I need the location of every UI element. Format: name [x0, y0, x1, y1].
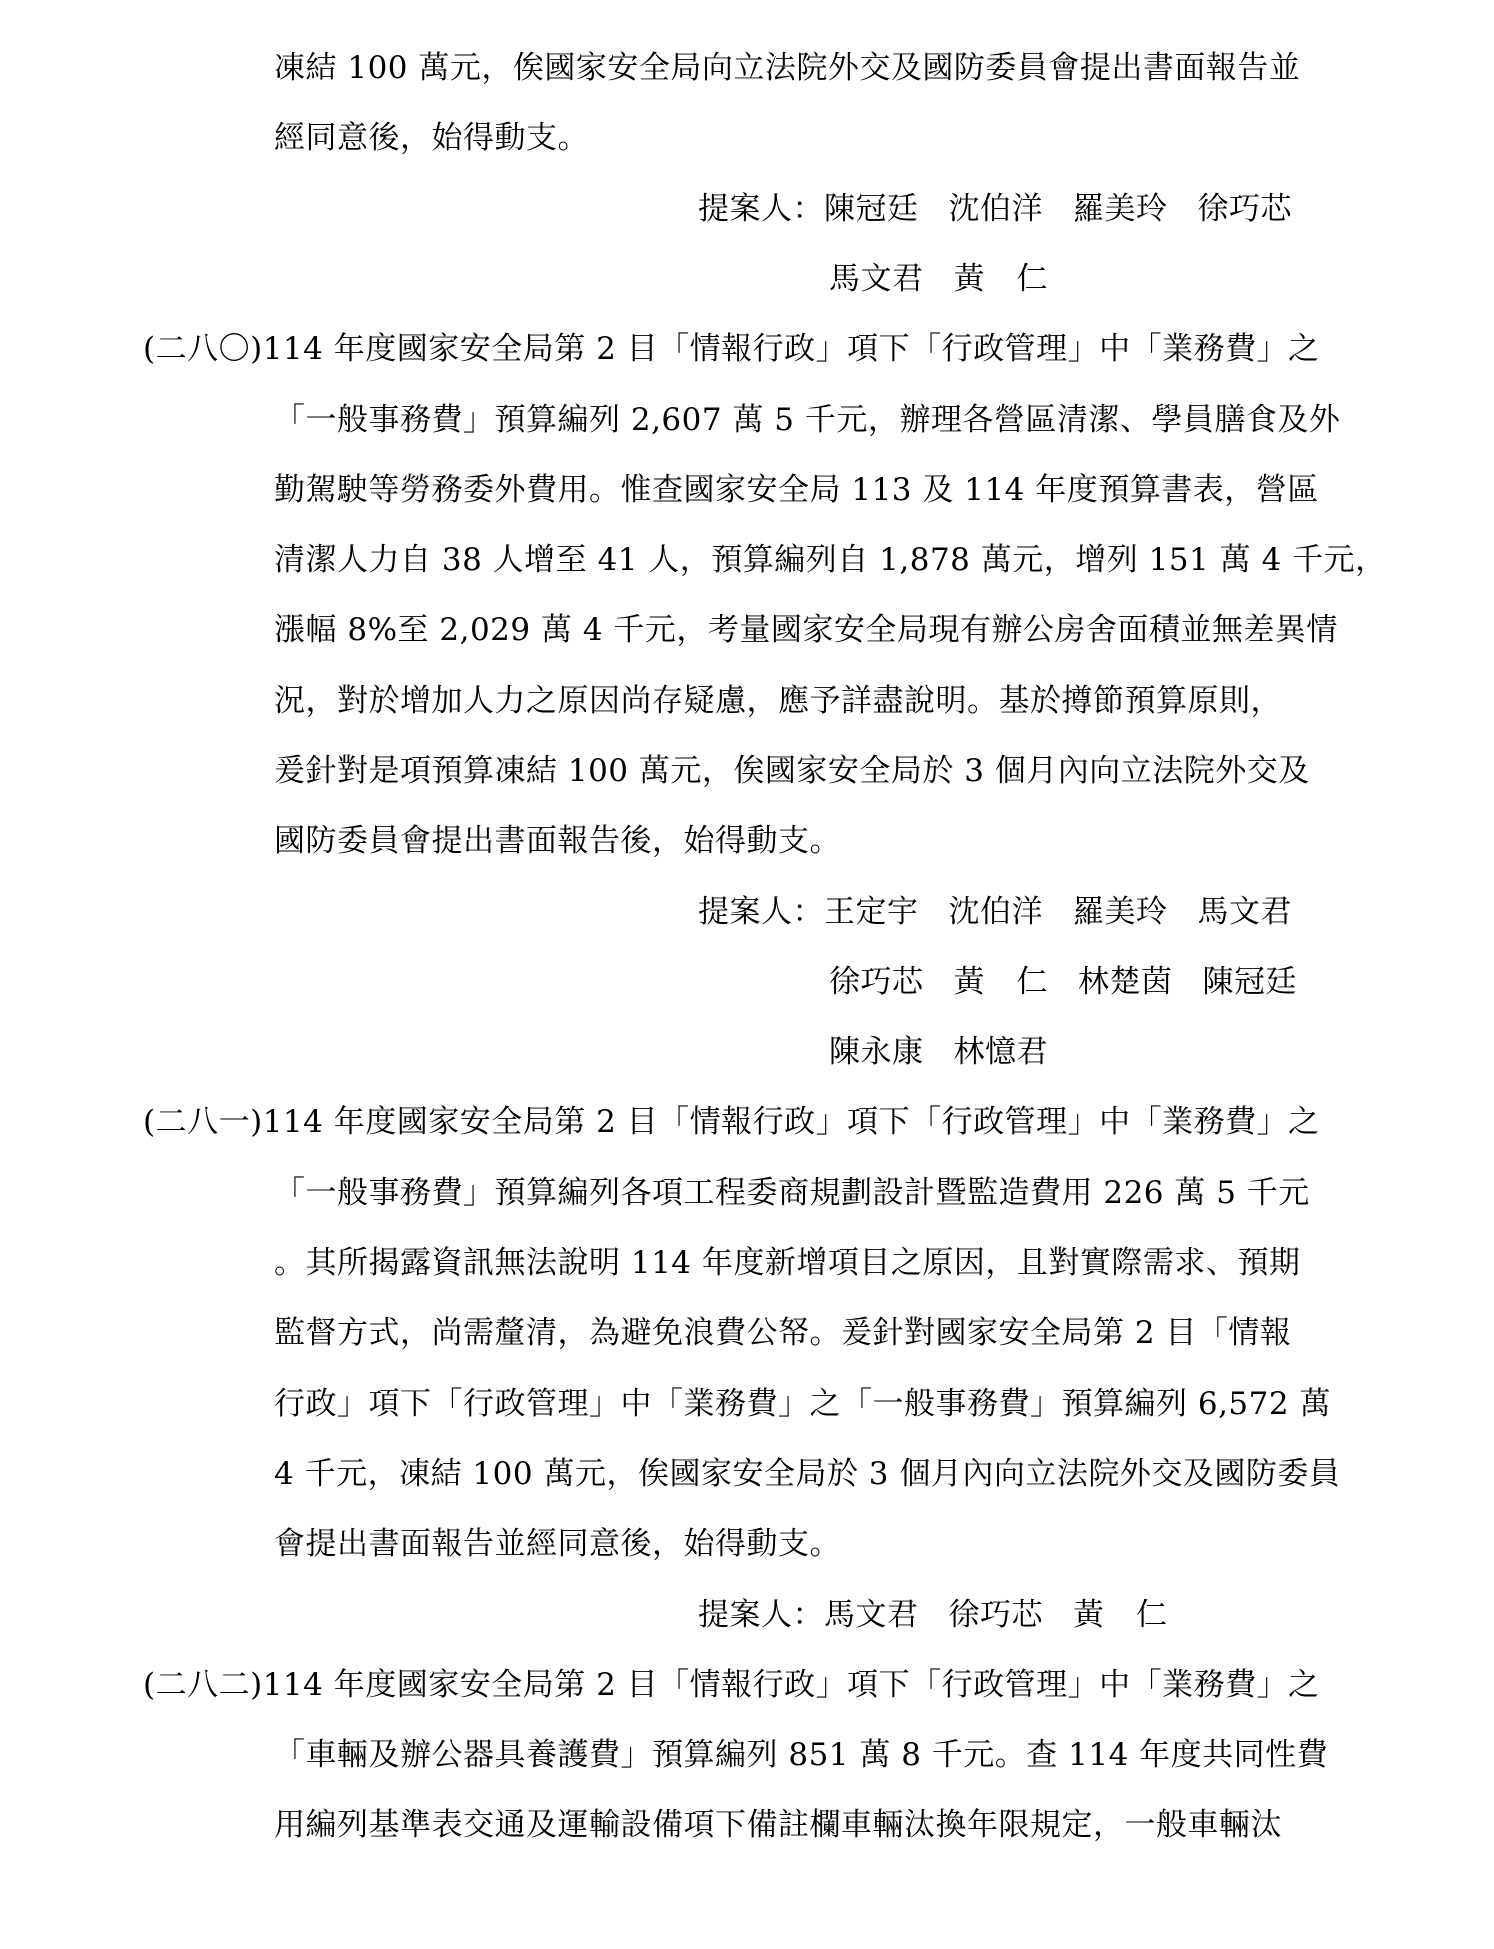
item-number: (二八〇)	[143, 331, 263, 367]
paragraph-line: 國防委員會提出書面報告後，始得動支。	[274, 823, 841, 859]
paragraph-line: 勤駕駛等勞務委外費用。惟查國家安全局 113 及 114 年度預算書表，營區	[274, 472, 1319, 508]
proposer-row	[829, 1032, 1048, 1072]
proposer-name: 林憶君	[953, 1034, 1048, 1070]
paragraph-line: 況，對於增加人力之原因尚存疑慮，應予詳盡說明。基於撙節預算原則，	[274, 683, 1282, 719]
proposer-label: 提案人：	[698, 894, 824, 930]
paragraph-line: 會提出書面報告並經同意後，始得動支。	[274, 1526, 841, 1562]
proposer-name: 陳永康	[829, 1034, 924, 1070]
proposer-row	[829, 962, 1297, 1002]
proposer-name: 羅美玲	[1073, 894, 1168, 930]
proposer-name: 馬文君	[824, 1597, 919, 1633]
proposer-name: 徐巧芯	[1197, 191, 1292, 227]
proposer-name: 沈伯洋	[948, 191, 1043, 227]
proposer-row	[698, 892, 1292, 932]
paragraph-line: 爰針對是項預算凍結 100 萬元，俟國家安全局於 3 個月內向立法院外交及	[274, 753, 1310, 789]
proposer-name: 林楚茵	[1078, 964, 1173, 1000]
proposer-name: 黃 仁	[953, 964, 1048, 1000]
paragraph-line: 行政」項下「行政管理」中「業務費」之「一般事務費」預算編列 6,572 萬	[274, 1386, 1331, 1422]
proposer-label: 提案人：	[698, 1597, 824, 1633]
proposer-name: 王定宇	[824, 894, 919, 930]
item-number: (二八二)	[143, 1667, 263, 1703]
paragraph-line: 經同意後，始得動支。	[274, 120, 589, 156]
item-number: (二八一)	[143, 1104, 263, 1140]
paragraph-line: 監督方式，尚需釐清，為避免浪費公帑。爰針對國家安全局第 2 目「情報	[274, 1315, 1292, 1351]
paragraph-line: 4 千元，凍結 100 萬元，俟國家安全局於 3 個月內向立法院外交及國防委員	[274, 1456, 1341, 1492]
proposer-name: 馬文君	[829, 261, 924, 297]
proposer-name: 羅美玲	[1073, 191, 1168, 227]
paragraph-line: 漲幅 8%至 2,029 萬 4 千元，考量國家安全局現有辦公房舍面積並無差異情	[274, 612, 1338, 648]
paragraph-line	[143, 1102, 1320, 1142]
proposer-row	[698, 189, 1292, 229]
paragraph-line: 凍結 100 萬元，俟國家安全局向立法院外交及國防委員會提出書面報告並	[274, 50, 1301, 86]
paragraph-line: 用編列基準表交通及運輸設備項下備註欄車輛汰換年限規定，一般車輛汰	[274, 1807, 1282, 1843]
paragraph-line: 「一般事務費」預算編列各項工程委商規劃設計暨監造費用 226 萬 5 千元	[274, 1175, 1310, 1211]
item-first-line: 114 年度國家安全局第 2 目「情報行政」項下「行政管理」中「業務費」之	[262, 1104, 1320, 1140]
proposer-name: 徐巧芯	[829, 964, 924, 1000]
proposer-row	[698, 1595, 1168, 1635]
paragraph-line: 「一般事務費」預算編列 2,607 萬 5 千元，辦理各營區清潔、學員膳食及外	[274, 402, 1341, 438]
proposer-row	[829, 259, 1048, 299]
proposer-name: 馬文君	[1197, 894, 1292, 930]
proposer-name: 徐巧芯	[948, 1597, 1043, 1633]
paragraph-line	[143, 1665, 1320, 1705]
paragraph-line: 。其所揭露資訊無法說明 114 年度新增項目之原因，且對實際需求、預期	[274, 1245, 1301, 1281]
proposer-label: 提案人：	[698, 191, 824, 227]
item-first-line: 114 年度國家安全局第 2 目「情報行政」項下「行政管理」中「業務費」之	[262, 1667, 1320, 1703]
proposer-name: 黃 仁	[953, 261, 1048, 297]
paragraph-line	[143, 329, 1320, 369]
proposer-name: 黃 仁	[1073, 1597, 1168, 1633]
paragraph-line: 清潔人力自 38 人增至 41 人，預算編列自 1,878 萬元，增列 151 萬 4 千元，	[274, 542, 1387, 578]
proposer-name: 陳冠廷	[1202, 964, 1297, 1000]
proposer-name: 陳冠廷	[824, 191, 919, 227]
item-first-line: 114 年度國家安全局第 2 目「情報行政」項下「行政管理」中「業務費」之	[262, 331, 1320, 367]
paragraph-line: 「車輛及辦公器具養護費」預算編列 851 萬 8 千元。查 114 年度共同性費	[274, 1737, 1329, 1773]
proposer-name: 沈伯洋	[948, 894, 1043, 930]
